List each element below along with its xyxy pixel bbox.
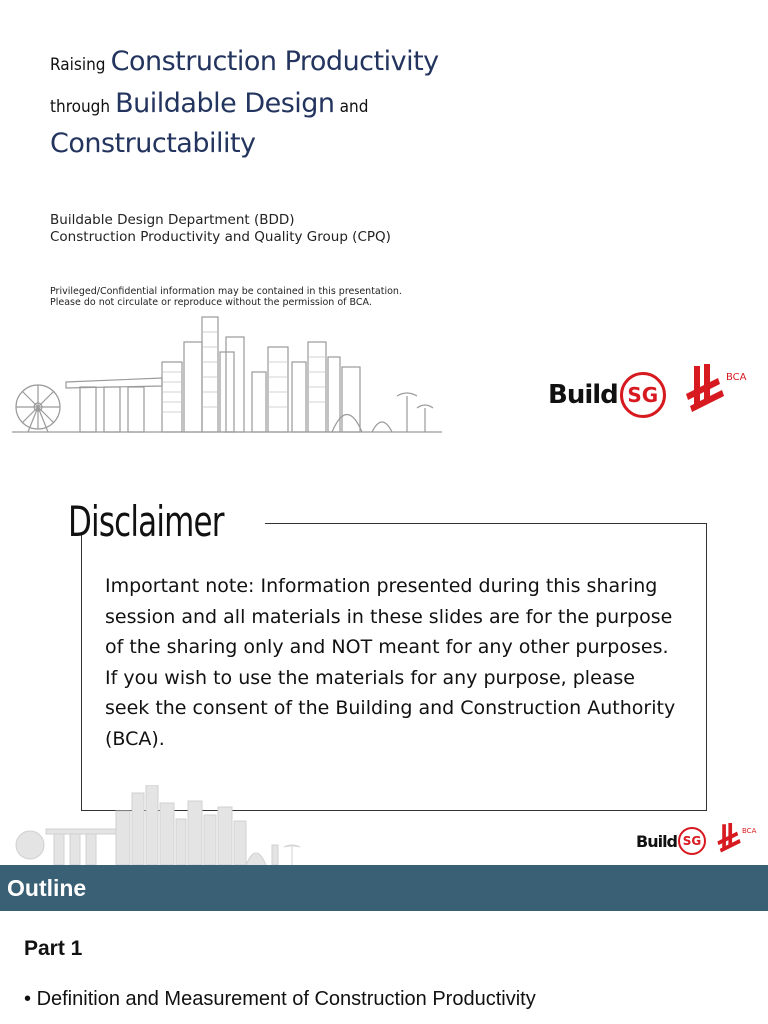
- confidential-notice-1: Privileged/Confidential information may be contained in this presentation.: [50, 286, 402, 297]
- title-line-3: [50, 128, 256, 159]
- title-suffix-and: and: [339, 97, 369, 117]
- title-buildable-design: Buildable Design: [115, 88, 335, 119]
- skyline-illustration: [12, 312, 442, 434]
- department-name: Buildable Design Department (BDD): [50, 212, 295, 228]
- bca-mark-icon: [684, 364, 726, 416]
- outline-title: Outline: [7, 875, 87, 901]
- title-slide: [0, 0, 768, 445]
- outline-slide: [0, 865, 768, 1024]
- outline-bullet: [24, 988, 536, 1011]
- logo-sg-circle: SG: [620, 372, 666, 418]
- bca-logo: [684, 364, 747, 416]
- buildsg-logo: [548, 372, 666, 418]
- group-name: Construction Productivity and Quality Group (CPQ): [50, 229, 391, 245]
- title-construction-productivity: Construction Productivity: [110, 46, 439, 77]
- buildsg-logo-small: [636, 827, 706, 855]
- disclaimer-slide: [0, 445, 768, 865]
- logo-build-text: Build: [548, 380, 618, 410]
- bca-mark-icon: [716, 823, 742, 855]
- bca-logo-small: [716, 823, 756, 855]
- part-label: Part 1: [24, 937, 83, 960]
- confidential-notice-2: Please do not circulate or reproduce without the permission of BCA.: [50, 297, 372, 308]
- title-line-1: [50, 46, 439, 77]
- disclaimer-title: Disclaimer: [68, 497, 224, 546]
- logo-build-text: Build: [636, 831, 678, 851]
- logo-bca-text: BCA: [726, 372, 747, 383]
- title-constructability: Constructability: [50, 128, 256, 159]
- title-line-2: [50, 88, 368, 119]
- title-prefix-through: through: [50, 97, 111, 117]
- logo-bca-text: BCA: [742, 827, 757, 835]
- bullet-dot-icon: •: [24, 988, 37, 1010]
- outline-header-bar: [0, 865, 768, 911]
- disclaimer-body: Important note: Information presented during this sharing session and all materials in these slides are for the purpose of the sharing only and NOT meant for any other purposes. If you wish to use the materials for any purpose, please seek the consent of the Building and Construction Authority (BCA).: [105, 575, 676, 750]
- title-prefix-raising: Raising: [50, 55, 106, 75]
- logo-sg-circle: SG: [678, 827, 706, 855]
- bullet-text: Definition and Measurement of Construction Productivity: [36, 988, 536, 1010]
- skyline-illustration-faded: [10, 785, 310, 865]
